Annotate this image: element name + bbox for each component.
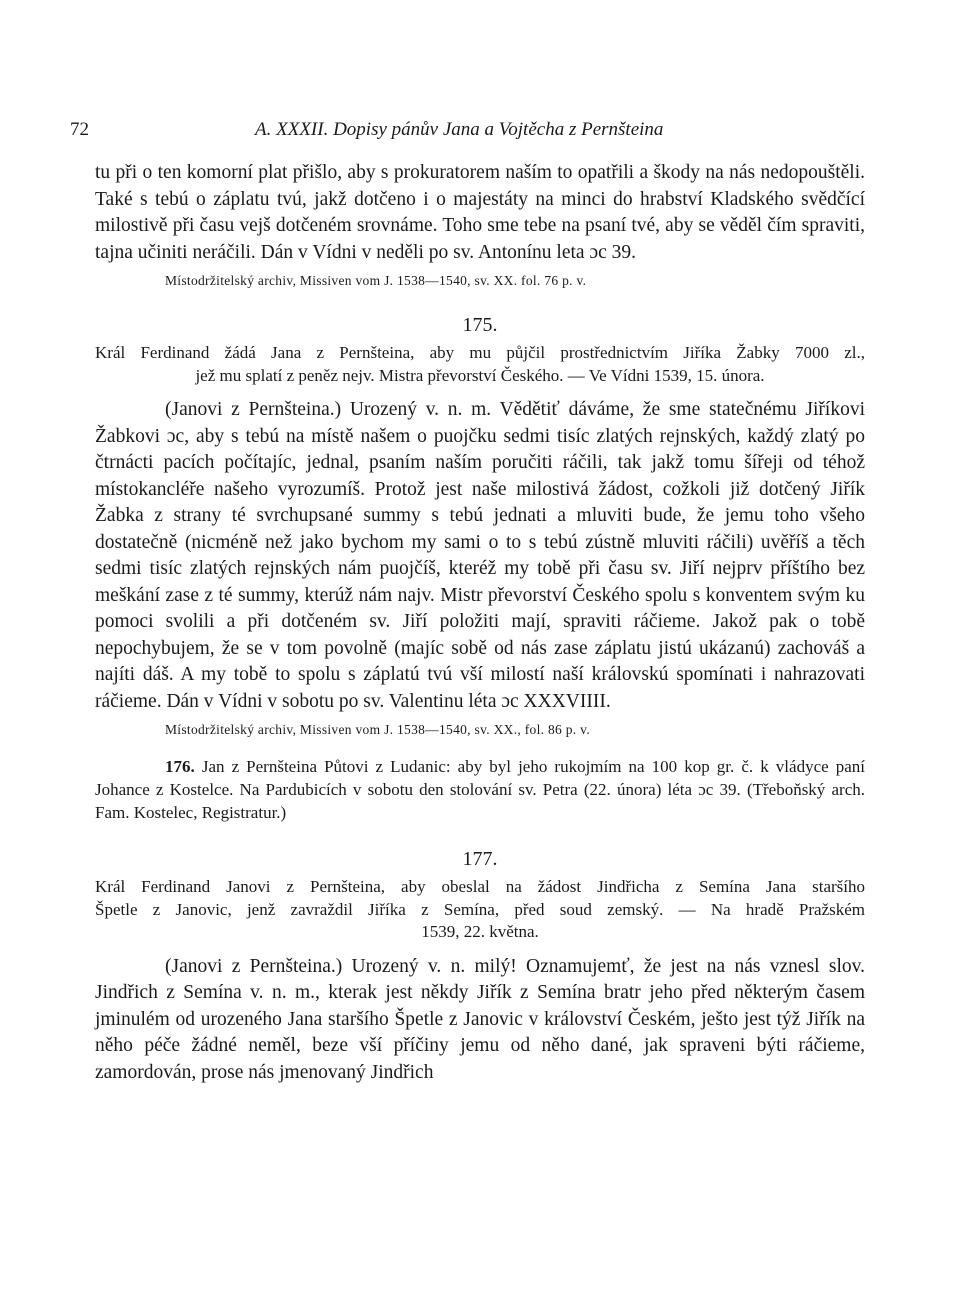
regest-177-line-1: Král Ferdinand Janovi z Pernšteina, aby obeslal na žádost Jindřicha z Semína Jana staršího <box>95 877 865 896</box>
document-number-176: 176. <box>165 757 195 776</box>
regest-177-line-2: Špetle z Janovic, jenž zavraždil Jiříka z Semína, před soud zemský. — Na hradě Pražském <box>95 899 865 919</box>
document-number-177: 177. <box>462 848 498 870</box>
regest-175-line-2: jež mu splatí z peněz nejv. Mistra převorství Českého. — Ve Vídni 1539, 15. února. <box>195 365 765 385</box>
prev-letter-source: Místodržitelský archiv, Missiven vom J. 1538—1540, sv. XX. fol. 76 p. v. <box>165 273 587 288</box>
regest-177-line-3: 1539, 22. května. <box>421 922 539 941</box>
regest-177 <box>95 876 865 944</box>
entry-176 <box>95 755 865 824</box>
entry-176-text: Jan z Pernšteina Půtovi z Ludanic: aby byl jeho rukojmím na 100 kop gr. č. k vládyce paní Johance z Kostelce. Na Pardubicích v sobotu den stolování sv. Petra (22. února) léta ɔc 39. (Třeboňský arch. Fam. Kostelec, Registratur.) <box>95 757 866 822</box>
regest-175-line-1: Král Ferdinand žádá Jana z Pernšteina, aby mu půjčil prostřednictvím Jiříka Žabky 7000 zl., <box>95 343 865 362</box>
prev-letter-text: tu při o ten komorní plat přišlo, aby s prokuratorem naším to opatřili a škody na nás nedopouštěli. Také s tebú o záplatu tvú, jakž dotčeno i o majestáty na minci do hrabství Kladského svědčící milostivě při času vejš dotčeném srovnáme. Toho sme tebe na psaní tvé, aby se věděl čím spraviti, tajna učiniti neráčili. Dán v Vídni v neděli po sv. Antonínu leta ɔc 39. <box>95 162 865 263</box>
letter-175-text: (Janovi z Pernšteina.) Urozený v. n. m. Vědětiť dáváme, že sme statečnému Jiříkovi Žabkovi ɔc, aby s tebú na místě našem o puojčku sedmi tisíc zlatých rejnských, každý zlatý po čtrnácti pacích počítajíc, jednal, psaním naším poručiti ráčili, tak jakž tomu šířeji od téhož místokancléře našeho vyrozumíš. Protož jest naše milostivá žádost, cožkoli již dotčený Jiřík Žabka z strany té svrchupsané summy s tebú jednati a mluviti bude, že jemu toho všeho dostatečně (nicméně než jako bychom my sami o to s tebú zústně mluviti ráčili) uvěříš a těch sedmi tisíc zlatých rejnských nám puojčíš, kteréž my tobě při času sv. Jiří nejprv příštího bez meškání zase z té summy, kterúž nám najv. Mistr převorství Českého spolu s konventem svým ku pomoci svolili a při dotčeném sv. Jiří položiti mají, spraviti ráčieme. Jakož pak o tobě nepochybujem, že se v tom povolně (majíc sobě od nás zase záplatu jistú ukázanú) zachováš a najíti dáš. A my tobě to spolu s záplatú tvú vší milostí naší královskú spomínati i nahrazovati ráčieme. Dán v Vídni v sobotu po sv. Valentinu léta ɔc XXXVIIII. <box>95 399 865 712</box>
document-page <box>70 112 866 1086</box>
running-header <box>70 112 865 148</box>
letter-177-text: (Janovi z Pernšteina.) Urozený v. n. milý! Oznamujemť, že jest na nás vznesl slov. Jindřich z Semína v. n. m., kterak jest někdy Jiřík z Semína bratr jeho před některým časem jminulém od urozeného Jana staršího Špetle z Janovic v království Českém, ješto jest týž Jiřík na něho péče žádné neměl, beze vší příčiny jemu od něho dané, jak spraveni býti ráčieme, zamordován, prose nás jmenovaný Jindřich <box>95 955 865 1083</box>
regest-175 <box>95 342 865 387</box>
letter-175-source: Místodržitelský archiv, Missiven vom J. 1538—1540, sv. XX., fol. 86 p. v. <box>165 722 591 737</box>
page-number: 72 <box>70 119 89 140</box>
document-number-175: 175. <box>462 314 498 336</box>
running-title: A. XXXII. Dopisy pánův Jana a Vojtěcha z Pernšteina <box>255 119 664 140</box>
